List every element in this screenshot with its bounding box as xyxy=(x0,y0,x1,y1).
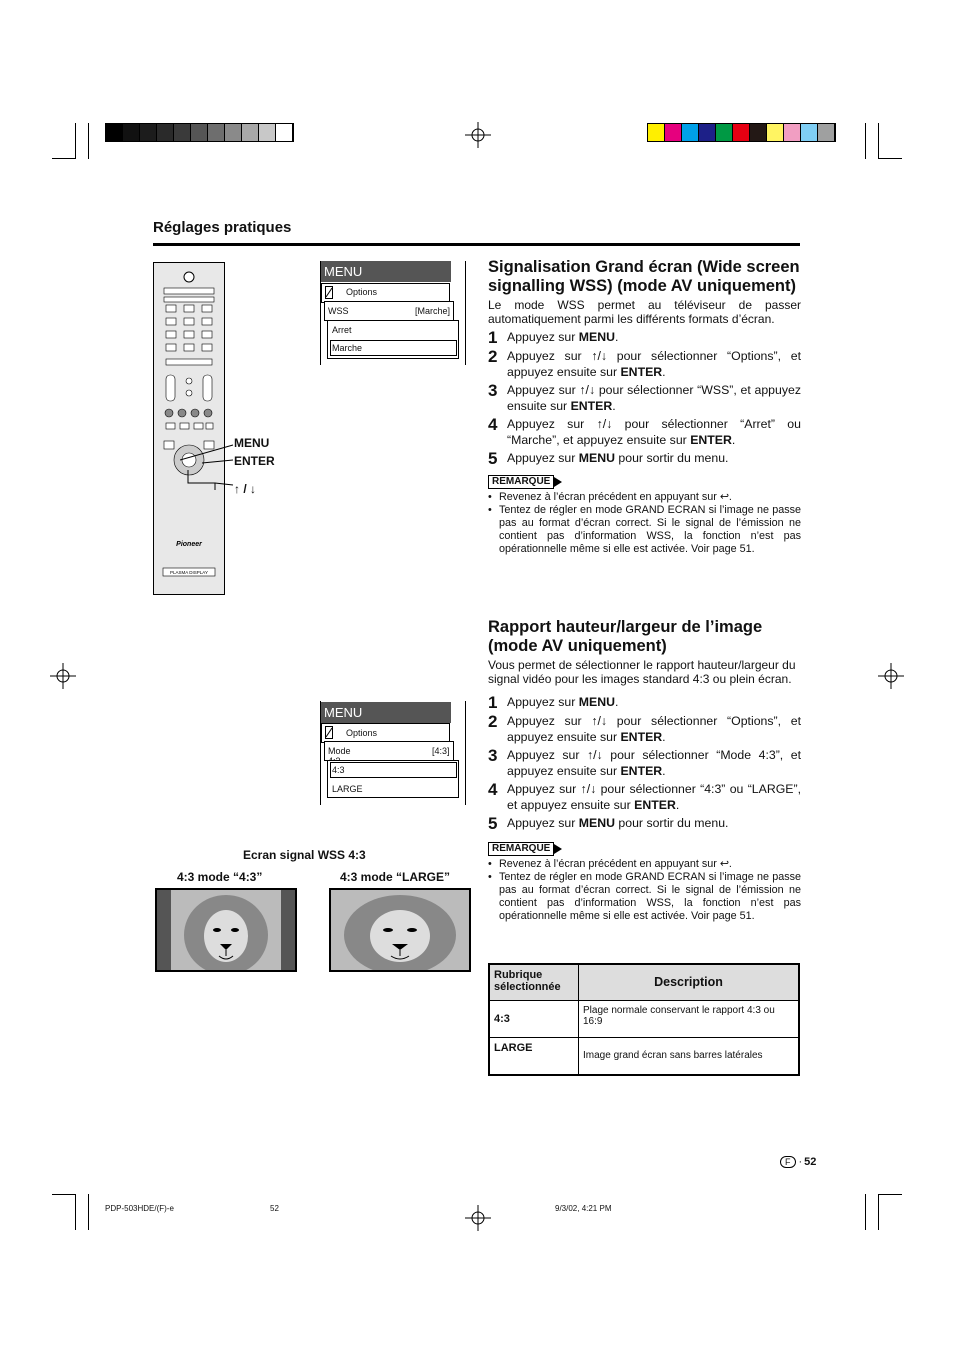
step-text-part: . xyxy=(615,330,619,344)
step-text-part: . xyxy=(612,399,616,413)
step-key: MENU xyxy=(578,695,615,709)
step-number: 4 xyxy=(488,780,498,799)
calibration-swatch xyxy=(767,124,784,141)
mode43-option-43[interactable]: 4:3 xyxy=(332,765,345,775)
footer-file: PDP-503HDE/(F)-e xyxy=(105,1204,174,1213)
remote-callouts xyxy=(180,435,240,495)
calibration-swatch xyxy=(648,124,665,141)
aspect-notes xyxy=(488,858,801,923)
color-calibration-bar xyxy=(647,123,836,142)
wss-notes xyxy=(488,491,801,556)
step-text-part: Appuyez sur ↑/↓ pour sélectionner “Arret” ou “Marche”, et appuyez ensuite sur xyxy=(507,417,801,447)
step-text xyxy=(507,329,618,346)
table-header-item: Rubrique sélectionnée xyxy=(489,964,579,1000)
wss-title: Signalisation Grand écran (Wide screen signalling WSS) (mode AV uniquement) xyxy=(488,258,800,295)
calibration-swatch xyxy=(140,124,157,141)
aspect-steps xyxy=(488,694,801,832)
step-text xyxy=(507,450,728,467)
calibration-swatch xyxy=(699,124,716,141)
wss-option-arret[interactable]: Arret xyxy=(332,325,352,335)
wss-label: WSS xyxy=(328,306,349,316)
wss-option-marche[interactable]: Marche xyxy=(332,343,363,353)
step-number: 3 xyxy=(488,746,498,765)
wss-intro: Le mode WSS permet au téléviseur de passer automatiquement parmi les différents formats d’écran. xyxy=(488,298,801,326)
svg-text:PLASMA DISPLAY: PLASMA DISPLAY xyxy=(170,570,208,575)
calibration-swatch xyxy=(123,124,140,141)
calibration-swatch xyxy=(191,124,208,141)
step-text-part: . xyxy=(662,764,666,778)
calibration-swatch xyxy=(276,124,293,141)
mode43-option-43-highlight xyxy=(330,762,457,778)
menu-title: MENU xyxy=(321,261,451,282)
registration-mark-right xyxy=(878,663,904,689)
note-item: • Revenez à l’écran précédent en appuyant sur ↩. xyxy=(488,491,801,504)
calibration-swatch xyxy=(208,124,225,141)
step-text xyxy=(507,382,801,414)
table-header-description: Description xyxy=(579,964,800,1000)
step-text-part: Appuyez sur ↑/↓ pour sélectionner “WSS”, et appuyez ensuite sur xyxy=(507,383,801,413)
step-number: 5 xyxy=(488,814,498,833)
step-text-part: Appuyez sur ↑/↓ pour sélectionner “Options”, et appuyez ensuite sur xyxy=(507,714,801,744)
step-text-part: . xyxy=(615,695,619,709)
step-text-part: Appuyez sur xyxy=(507,816,579,830)
step-number: 1 xyxy=(488,328,498,347)
step-text-part: . xyxy=(662,365,666,379)
step-key: ENTER xyxy=(690,433,732,447)
step-item xyxy=(488,713,801,745)
aspect-title: Rapport hauteur/largeur de l’image (mode AV uniquement) xyxy=(488,618,763,655)
mode43-option-large[interactable]: LARGE xyxy=(332,784,363,794)
lion-image-large xyxy=(329,888,471,972)
callout-menu: MENU xyxy=(234,436,270,450)
registration-mark-left xyxy=(50,663,76,689)
mode43-value: [4:3] xyxy=(432,746,450,756)
step-number: 1 xyxy=(488,693,498,712)
right-image-label: 4:3 mode “LARGE” xyxy=(340,870,451,884)
step-key: MENU xyxy=(578,816,615,830)
step-item xyxy=(488,450,801,467)
footer-page: 52 xyxy=(270,1204,279,1213)
step-text-part: Appuyez sur xyxy=(507,451,579,465)
remote-buttons-icon xyxy=(154,263,224,594)
aspect-remarque: REMARQUE xyxy=(488,842,554,856)
left-image-label: 4:3 mode “4:3” xyxy=(177,870,263,884)
note-item: • Revenez à l’écran précédent en appuyant sur ↩. xyxy=(488,858,801,871)
calibration-swatch xyxy=(174,124,191,141)
calibration-swatch xyxy=(750,124,767,141)
note-item: • Tentez de régler en mode GRAND ECRAN si l’image ne passe pas au format d’écran correct. Si le signal de l’émission ne contient pas d’information WSS, la fonction n’est pas opérationnelle même si elle est activée. Voir page 51. xyxy=(488,504,801,556)
step-text xyxy=(507,781,801,813)
step-key: ENTER xyxy=(620,365,663,379)
table-cell-item: LARGE xyxy=(489,1037,579,1075)
callout-arrows: ↑ / ↓ xyxy=(234,482,257,496)
step-item xyxy=(488,348,801,380)
table-row xyxy=(489,1037,799,1075)
image-caption: Ecran signal WSS 4:3 xyxy=(243,848,366,862)
step-text-part: Appuyez sur ↑/↓ pour sélectionner “Options”, et appuyez ensuite sur xyxy=(507,349,801,379)
step-number: 3 xyxy=(488,381,498,400)
options-icon xyxy=(325,286,333,299)
step-text-part: . xyxy=(675,798,680,812)
calibration-swatch xyxy=(818,124,835,141)
options-row xyxy=(321,283,450,303)
step-item xyxy=(488,747,801,779)
calibration-swatch xyxy=(665,124,682,141)
step-text xyxy=(507,348,801,380)
section-header: Réglages pratiques xyxy=(153,219,292,236)
step-text xyxy=(507,416,801,448)
callout-enter: ENTER xyxy=(234,454,275,468)
step-text-part: Appuyez sur ↑/↓ pour sélectionner “4:3” ou “LARGE”, et appuyez ensuite sur xyxy=(507,782,801,812)
mode43-label: Mode xyxy=(328,746,351,756)
page-number-block: F · 52 xyxy=(780,1156,816,1168)
registration-mark-top xyxy=(465,122,491,148)
calibration-swatch xyxy=(716,124,733,141)
step-text-part: Appuyez sur xyxy=(507,695,579,709)
calibration-swatch xyxy=(801,124,818,141)
step-item xyxy=(488,694,801,711)
step-key: ENTER xyxy=(620,764,663,778)
calibration-swatch xyxy=(259,124,276,141)
step-text-part: Appuyez sur xyxy=(507,330,579,344)
step-number: 2 xyxy=(488,712,498,731)
calibration-swatch xyxy=(733,124,750,141)
step-key: ENTER xyxy=(620,730,663,744)
step-item xyxy=(488,382,801,414)
description-table xyxy=(488,963,800,1076)
step-text-part: pour sortir du menu. xyxy=(615,816,729,830)
page-number: 52 xyxy=(804,1156,817,1168)
step-key: MENU xyxy=(578,451,615,465)
menu-title: MENU xyxy=(321,702,451,723)
wss-steps xyxy=(488,329,801,467)
step-item xyxy=(488,416,801,448)
step-text xyxy=(507,815,728,832)
step-text xyxy=(507,713,801,745)
step-item xyxy=(488,329,801,346)
svg-text:Pioneer: Pioneer xyxy=(176,541,202,548)
step-item xyxy=(488,781,801,813)
options-row xyxy=(321,723,450,743)
calibration-swatch xyxy=(242,124,259,141)
table-row xyxy=(489,1000,799,1037)
wss-value: [Marche] xyxy=(415,306,451,316)
aspect-intro: Vous permet de sélectionner le rapport hauteur/largeur du signal vidéo pour les images standard 4:3 ou plein écran. xyxy=(488,658,796,686)
language-badge: F xyxy=(780,1156,796,1168)
step-number: 5 xyxy=(488,449,498,468)
step-text xyxy=(507,747,801,779)
table-cell-desc: Plage normale conservant le rapport 4:3 ou 16:9 xyxy=(579,1000,800,1037)
step-text-part: . xyxy=(731,433,736,447)
grayscale-calibration-bar xyxy=(105,123,294,142)
step-number: 4 xyxy=(488,415,498,434)
step-text xyxy=(507,694,618,711)
note-item: • Tentez de régler en mode GRAND ECRAN si l’image ne passe pas au format d’écran correct. Si le signal de l’émission ne contient pas d’information WSS, la fonction n’est pas opérationnelle même si elle est activée. Voir page 51. xyxy=(488,871,801,923)
step-key: ENTER xyxy=(570,399,613,413)
calibration-swatch xyxy=(157,124,174,141)
registration-mark-bottom xyxy=(465,1205,491,1231)
step-text-part: pour sortir du menu. xyxy=(615,451,729,465)
footer-date: 9/3/02, 4:21 PM xyxy=(555,1204,612,1213)
options-label: Options xyxy=(346,287,378,297)
step-key: ENTER xyxy=(634,798,676,812)
calibration-swatch xyxy=(682,124,699,141)
step-key: MENU xyxy=(578,330,615,344)
table-cell-desc: Image grand écran sans barres latérales xyxy=(579,1037,800,1075)
options-icon xyxy=(325,726,333,739)
remote-control xyxy=(153,262,225,595)
lion-image-43 xyxy=(155,888,297,972)
step-text-part: Appuyez sur ↑/↓ pour sélectionner “Mode 4:3”, et appuyez ensuite sur xyxy=(507,748,801,778)
step-number: 2 xyxy=(488,347,498,366)
calibration-swatch xyxy=(784,124,801,141)
wss-remarque: REMARQUE xyxy=(488,475,554,489)
table-cell-item: 4:3 xyxy=(489,1000,579,1037)
options-label: Options xyxy=(346,728,378,738)
calibration-swatch xyxy=(106,124,123,141)
header-rule xyxy=(153,243,800,246)
step-text-part: . xyxy=(662,730,666,744)
step-item xyxy=(488,815,801,832)
calibration-swatch xyxy=(225,124,242,141)
